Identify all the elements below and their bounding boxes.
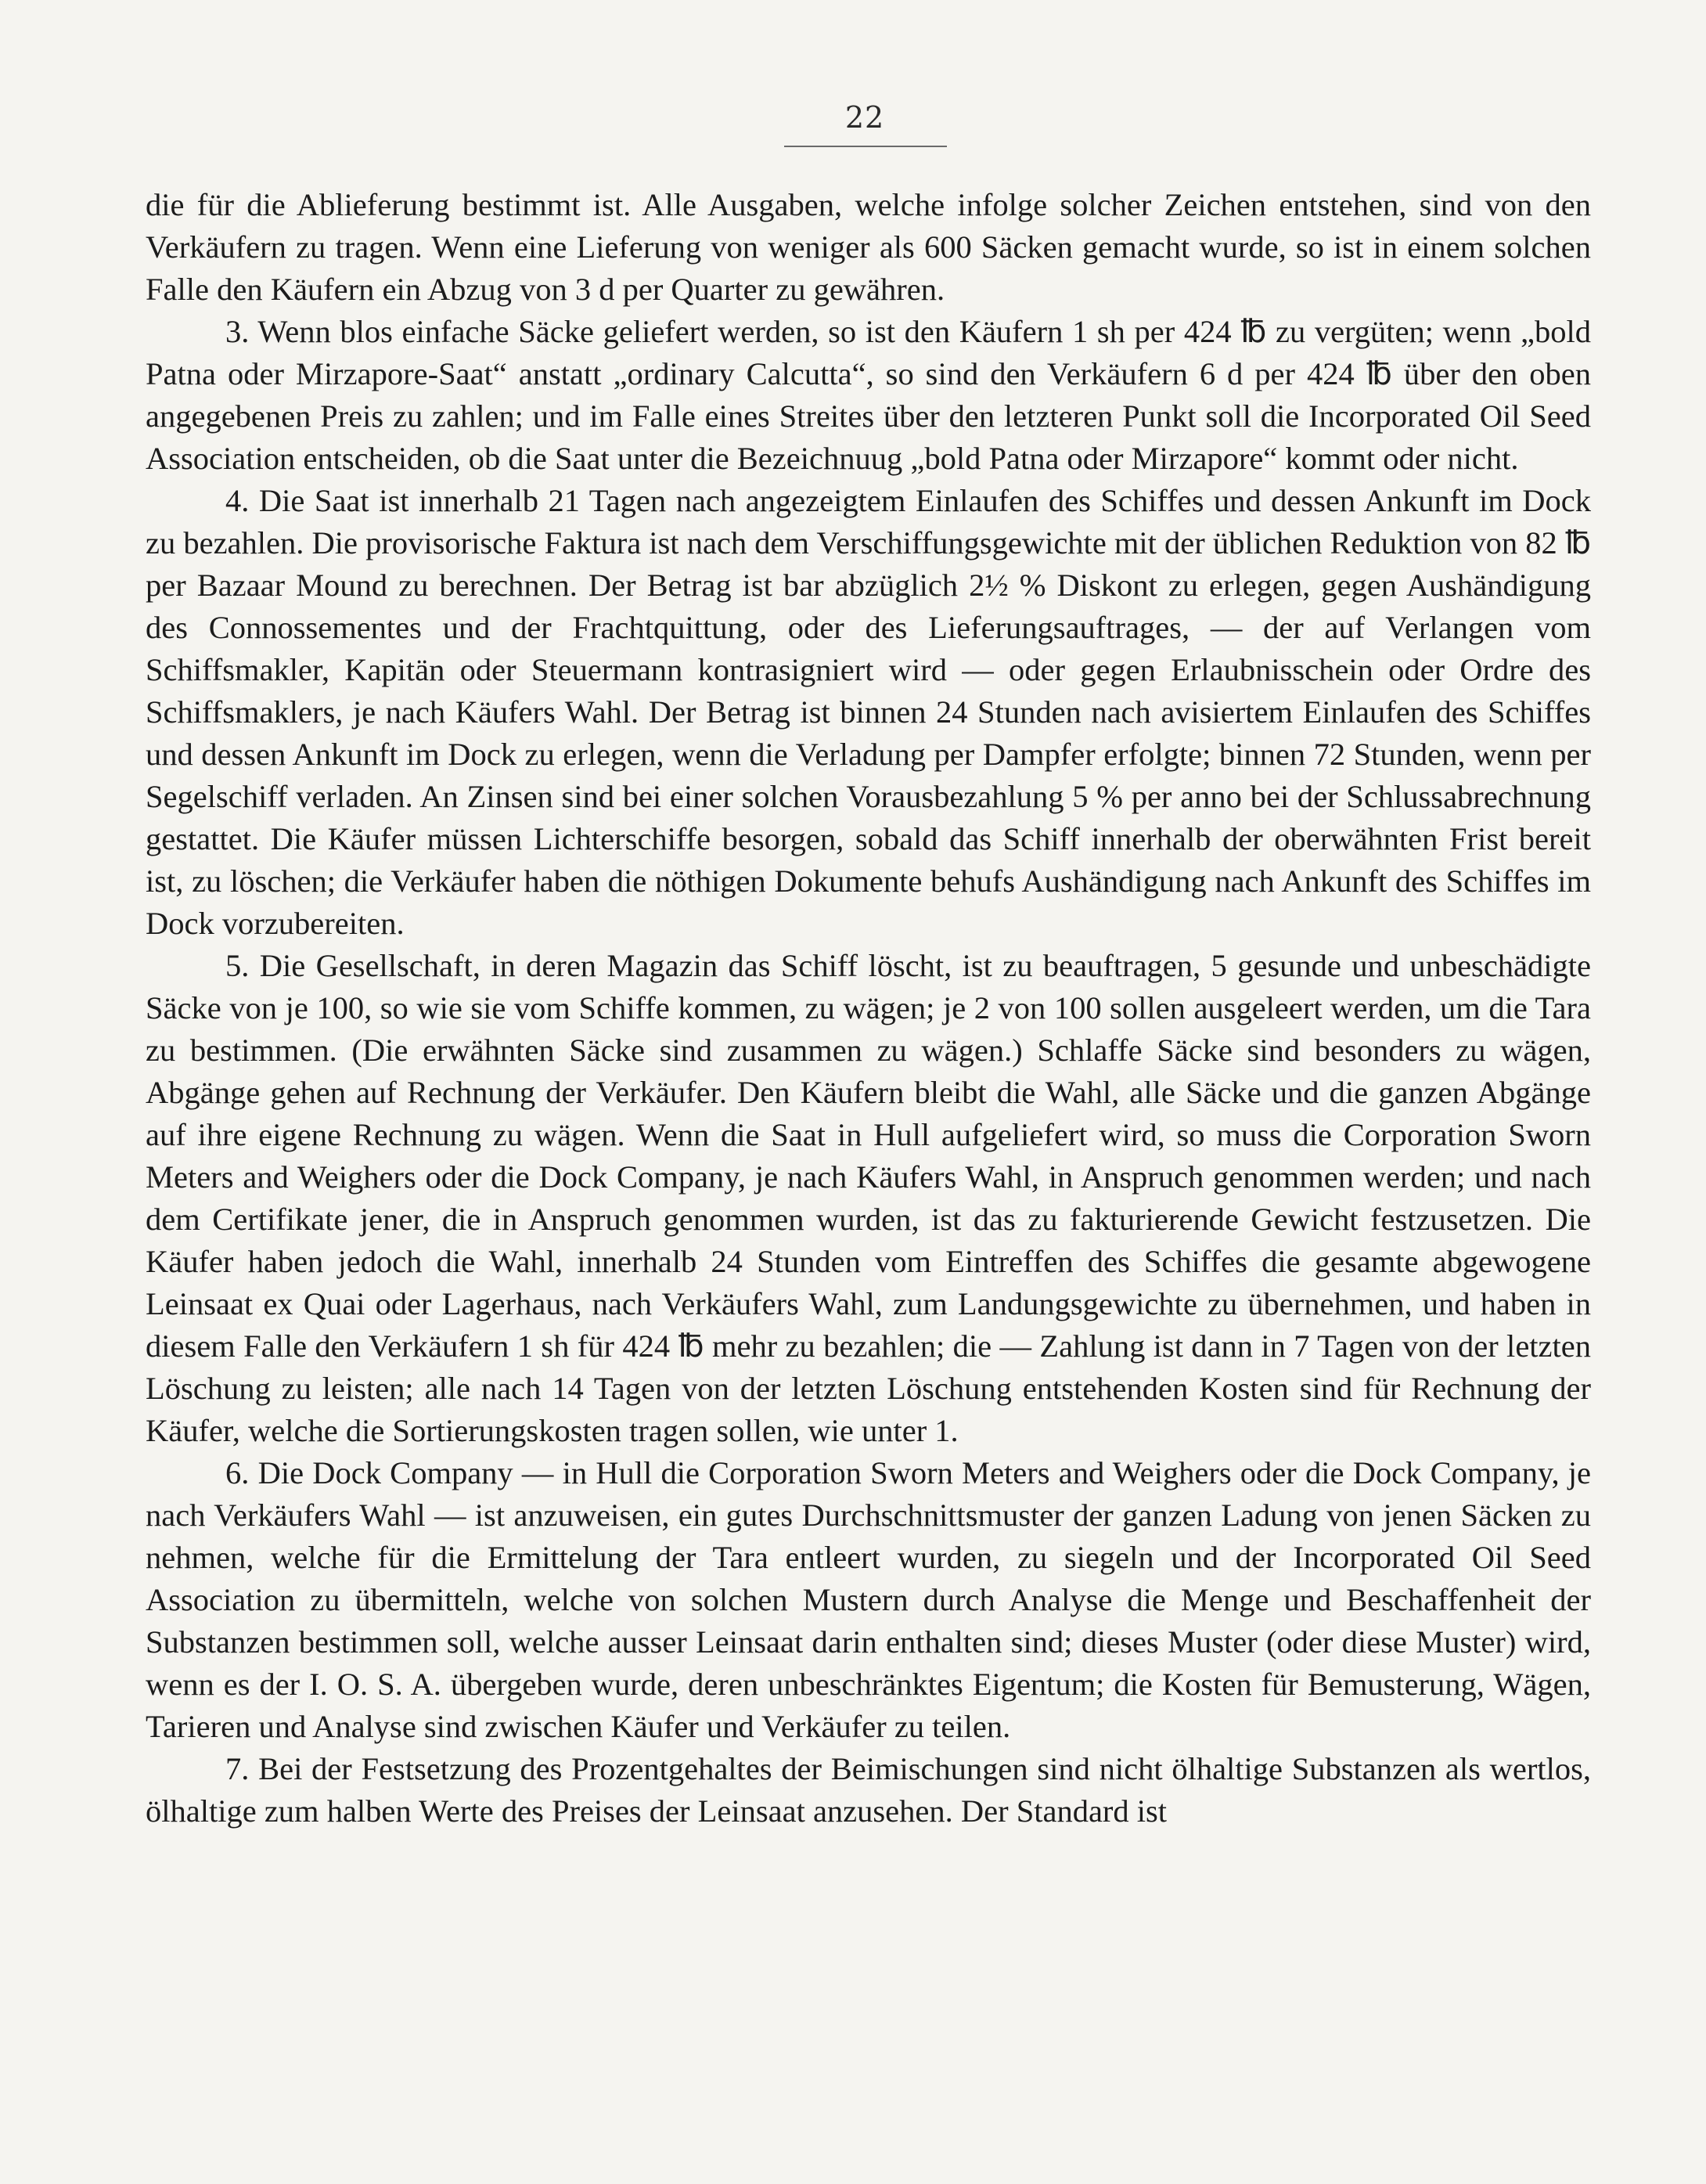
paragraph-section-6: 6. Die Dock Company — in Hull die Corporation Sworn Meters and Weighers oder die Dock Company, je nach Verkäufers Wahl — ist anzuweisen, ein gutes Durchschnittsmuster der ganzen Ladung von jenen Säcken zu nehmen, welche für die Ermittelung der Tara entleert wurden, zu siegeln und der Incorporated Oil Seed Association zu übermitteln, welche von solchen Mustern durch Analyse die Menge und Beschaffenheit der Substanzen bestimmen soll, welche ausser Leinsaat darin enthalten sind; dieses Muster (oder diese Muster) wird, wenn es der I. O. S. A. übergeben wurde, deren unbeschränktes Eigentum; die Kosten für Bemusterung, Wägen, Tarieren und Analyse sind zwischen Käufer und Verkäufer zu teilen. xyxy=(146,1455,1591,1744)
body-text xyxy=(146,184,1591,1833)
paragraph-section-5: 5. Die Gesellschaft, in deren Magazin das Schiff löscht, ist zu beauftragen, 5 gesunde und unbeschädigte Säcke von je 100, so wie sie vom Schiffe kommen, zu wägen; je 2 von 100 sollen ausgeleert werden, um die Tara zu bestimmen. (Die erwähnten Säcke sind zusammen zu wägen.) Schlaffe Säcke sind besonders zu wägen, Abgänge gehen auf Rechnung der Verkäufer. Den Käufern bleibt die Wahl, alle Säcke und die ganzen Abgänge auf ihre eigene Rechnung zu wägen. Wenn die Saat in Hull aufgeliefert wird, so muss die Corporation Sworn Meters and Weighers oder die Dock Company, je nach Käufers Wahl, in Anspruch genommen werden; und nach dem Certifikate jener, die in Anspruch genommen wurden, ist das zu fakturierende Gewicht festzusetzen. Die Käufer haben jedoch die Wahl, innerhalb 24 Stunden vom Eintreffen des Schiffes die gesamte abgewogene Leinsaat ex Quai oder Lagerhaus, nach Verkäufers Wahl, zum Landungsgewichte zu übernehmen, und haben in diesem Falle den Verkäufern 1 sh für 424 ℔ mehr zu bezahlen; die — Zahlung ist dann in 7 Tagen von der letzten Löschung zu leisten; alle nach 14 Tagen von der letzten Löschung entstehenden Kosten sind für Rechnung der Käufer, welche die Sortierungskosten tragen sollen, wie unter 1. xyxy=(146,948,1591,1448)
paragraph-section-4: 4. Die Saat ist innerhalb 21 Tagen nach angezeigtem Einlaufen des Schiffes und dessen Ankunft im Dock zu bezahlen. Die provisorische Faktura ist nach dem Verschiffungsgewichte mit der üblichen Reduktion von 82 ℔ per Bazaar Mound zu berechnen. Der Betrag ist bar abzüglich 2½ % Diskont zu erlegen, gegen Aushändigung des Connossementes und der Frachtquittung, oder des Lieferungsauftrages, — der auf Verlangen vom Schiffsmakler, Kapitän oder Steuermann kontrasigniert wird — oder gegen Erlaubnisschein oder Ordre des Schiffsmaklers, je nach Käufers Wahl. Der Betrag ist binnen 24 Stunden nach avisiertem Einlaufen des Schiffes und dessen Ankunft im Dock zu erlegen, wenn die Verladung per Dampfer erfolgte; binnen 72 Stunden, wenn per Segelschiff verladen. An Zinsen sind bei einer solchen Vorausbezahlung 5 % per anno bei der Schlussabrechnung gestattet. Die Käufer müssen Lichterschiffe besorgen, sobald das Schiff innerhalb der oberwähnten Frist bereit ist, zu löschen; die Verkäufer haben die nöthigen Dokumente behufs Aushändigung nach Ankunft des Schiffes im Dock vorzubereiten. xyxy=(146,483,1591,941)
page-number: 22 xyxy=(844,100,885,135)
paragraph-continuation: die für die Ablieferung bestimmt ist. Alle Ausgaben, welche infolge solcher Zeichen entstehen, sind von den Verkäufern zu tragen. Wenn eine Lieferung von weniger als 600 Säcken gemacht wurde, so ist in einem solchen Falle den Käufern ein Abzug von 3 d per Quarter zu gewähren. xyxy=(146,187,1591,307)
paragraph-section-7: 7. Bei der Festsetzung des Prozentgehaltes der Beimischungen sind nicht ölhaltige Substanzen als wertlos, ölhaltige zum halben Werte des Preises der Leinsaat anzusehen. Der Standard ist xyxy=(146,1751,1591,1829)
header-rule xyxy=(784,146,947,147)
paragraph-section-3: 3. Wenn blos einfache Säcke geliefert werden, so ist den Käufern 1 sh per 424 ℔ zu vergüten; wenn „bold Patna oder Mirzapore-Saat“ anstatt „ordinary Calcutta“, so sind den Verkäufern 6 d per 424 ℔ über den oben angegebenen Preis zu zahlen; und im Falle eines Streites über den letzteren Punkt soll die Incorporated Oil Seed Association entscheiden, ob die Saat unter die Bezeichnuug „bold Patna oder Mirzapore“ kommt oder nicht. xyxy=(146,314,1591,476)
